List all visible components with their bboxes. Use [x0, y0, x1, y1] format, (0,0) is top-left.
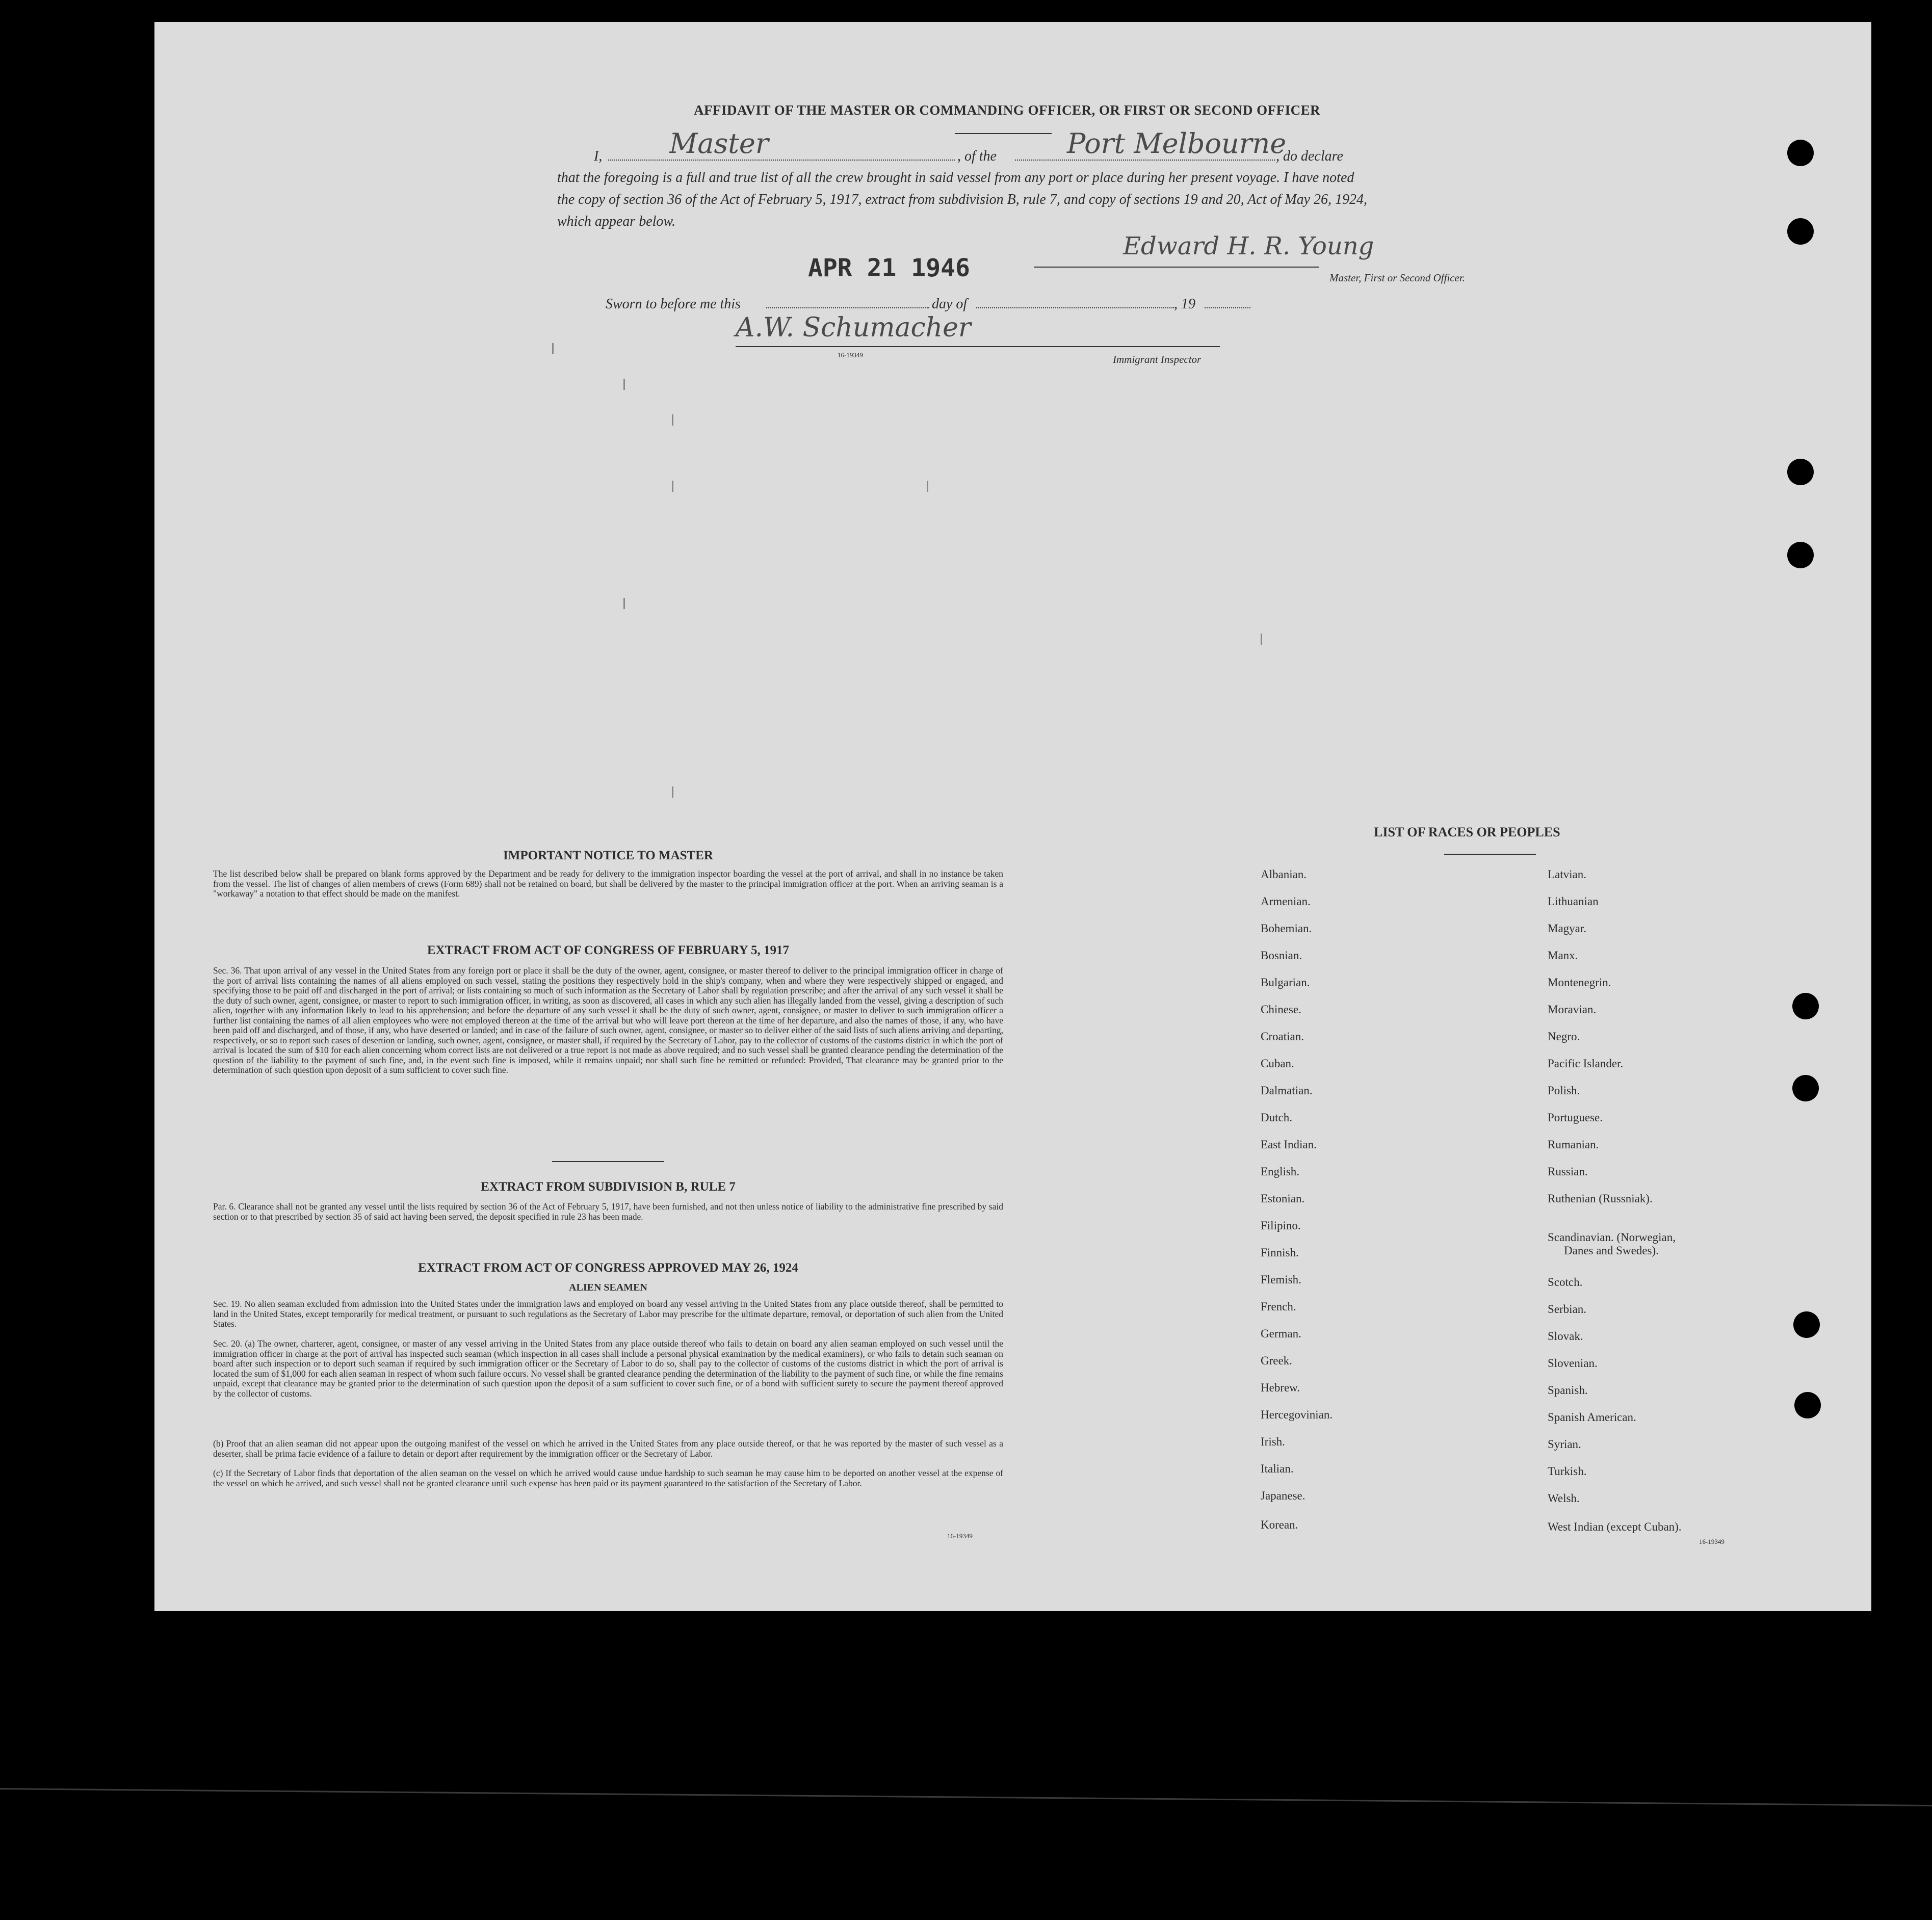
master-signature: Edward H. R. Young	[1123, 232, 1374, 260]
form-number-bottom-left: 16-19349	[947, 1532, 973, 1540]
race-left: Dalmatian.	[1261, 1084, 1313, 1097]
race-left: English.	[1261, 1165, 1300, 1178]
race-left: Finnish.	[1261, 1246, 1299, 1259]
race-right: Polish.	[1548, 1084, 1580, 1097]
race-right: Lithuanian	[1548, 895, 1599, 908]
signature-caption: Master, First or Second Officer.	[1329, 272, 1465, 284]
races-title: LIST OF RACES OR PEOPLES	[1374, 825, 1560, 839]
race-left: Albanian.	[1261, 868, 1307, 881]
extract-1924-sec20a: Sec. 20. (a) The owner, charterer, agent, consignee, or master of any vessel arriving in the United States from any place outside thereof who fails to detain on board any alien seaman employed on such vessel until the immigration officer in charge at the port of arrival has inspected such seaman (which inspection in all cases shall include a personal physical examination by the medical examiners), or who fails to detain such seaman on board after such inspection or to deport such seaman if required by such immigration officer or the Secretary of Labor to do so, shall pay to the collector of customs of the customs district in which the port of arrival is located the sum of $1,000 for each alien seaman in respect of whom such failure occurs. No vessel shall be granted clearance pending the determination of the liability to the payment of such fine, or while the fine remains unpaid, except that clearance may be granted prior to the determination of such question upon the deposit of a sum sufficient to cover such fine, or of a bond with sufficient surety to secure the payment thereof approved by the collector of customs.	[213, 1338, 1003, 1399]
race-left: French.	[1261, 1300, 1296, 1313]
rank-handwritten: Master	[669, 127, 769, 160]
race-left: Croatian.	[1261, 1030, 1304, 1043]
affidavit-line-3: the copy of section 36 of the Act of February 5, 1917, extract from subdivision B, rule 7, and copy of sections 19 and 20, Act of May 26, 1924,	[557, 192, 1368, 207]
race-right: Negro.	[1548, 1030, 1580, 1043]
race-right: Montenegrin.	[1548, 976, 1611, 989]
affidavit-line-2: that the foregoing is a full and true list of all the crew brought in said vessel from any port or place during her present voyage. I have noted	[557, 170, 1354, 186]
race-right: Magyar.	[1548, 922, 1587, 935]
extract-1917-title: EXTRACT FROM ACT OF CONGRESS OF FEBRUARY 5, 1917	[427, 943, 790, 957]
punch-hole	[1787, 140, 1814, 166]
race-right: Welsh.	[1548, 1492, 1580, 1505]
affidavit-declare-label: , do declare	[1276, 148, 1343, 164]
punch-hole	[1794, 1392, 1821, 1418]
race-right: Russian.	[1548, 1165, 1588, 1178]
race-right: Turkish.	[1548, 1465, 1587, 1478]
race-left: East Indian.	[1261, 1138, 1317, 1151]
race-right: Rumanian.	[1548, 1138, 1599, 1151]
section-divider	[552, 1161, 664, 1162]
year-label: , 19	[1174, 296, 1195, 312]
title-divider	[955, 133, 1052, 134]
rank-field-line	[608, 160, 955, 161]
race-right: Spanish American.	[1548, 1411, 1636, 1424]
scanner-line	[0, 1788, 1932, 1806]
extract-1924-sec19: Sec. 19. No alien seaman excluded from admission into the United States under the immigration laws and employed on board any vessel arriving in the United States from any place outside thereof, shall be permitted to land in the United States, except temporarily for medical treatment, or pursuant to such regulations as the Secretary of Labor may prescribe for the ultimate departure, removal, or deportation of such alien from the United States.	[213, 1299, 1003, 1329]
bleed-mark	[672, 414, 673, 426]
race-left: Filipino.	[1261, 1219, 1301, 1232]
race-right: Manx.	[1548, 949, 1578, 962]
race-left: Dutch.	[1261, 1111, 1292, 1124]
affidavit-line-4: which appear below.	[557, 214, 676, 229]
vessel-field-line	[1015, 160, 1275, 161]
race-right: Moravian.	[1548, 1003, 1597, 1016]
punch-hole	[1787, 218, 1814, 245]
race-right: Latvian.	[1548, 868, 1586, 881]
extract-1924-sec20c: (c) If the Secretary of Labor finds that deportation of the alien seaman on the vessel on which he arrived would cause undue hardship to such seaman he may cause him to be deported on another vessel at the expense of the vessel on which he arrived, and such vessel shall not be granted clearance until such expense has been paid or its payment guaranteed to the satisfaction of the Secretary of Labor.	[213, 1468, 1003, 1488]
punch-hole	[1793, 1311, 1820, 1338]
race-left: Cuban.	[1261, 1057, 1294, 1070]
punch-hole	[1792, 1075, 1819, 1101]
bleed-mark	[623, 379, 625, 390]
race-right: Spanish.	[1548, 1384, 1588, 1397]
race-left: Bulgarian.	[1261, 976, 1310, 989]
race-left: Bohemian.	[1261, 922, 1312, 935]
race-right: Scandinavian. (Norwegian,	[1548, 1231, 1676, 1244]
race-left: Armenian.	[1261, 895, 1311, 908]
vessel-handwritten: Port Melbourne	[1067, 127, 1287, 160]
sworn-year-line	[1205, 307, 1250, 308]
punch-hole	[1787, 459, 1814, 485]
extract-1924-subtitle: ALIEN SEAMEN	[569, 1282, 647, 1293]
sworn-day-line	[766, 307, 929, 308]
bleed-mark	[552, 343, 554, 354]
race-right: Scotch.	[1548, 1276, 1583, 1288]
bleed-mark	[1261, 634, 1262, 645]
race-right: Danes and Swedes).	[1564, 1244, 1659, 1257]
extract-1924-title: EXTRACT FROM ACT OF CONGRESS APPROVED MAY 26, 1924	[418, 1261, 798, 1275]
date-stamp: APR 21 1946	[808, 254, 970, 282]
race-left: Hebrew.	[1261, 1381, 1300, 1394]
races-title-divider	[1444, 854, 1536, 855]
extract-1924-sec20b: (b) Proof that an alien seaman did not appear upon the outgoing manifest of the vessel on which he arrived in the United States from any place outside thereof, or that he was reported by the master of such vessel as a deserter, shall be prima facie evidence of a failure to detain or deport after requirement by the immigration officer or the Secretary of Labor.	[213, 1438, 1003, 1459]
form-number-top: 16-19349	[838, 351, 863, 359]
race-right: Serbian.	[1548, 1303, 1587, 1316]
race-left: Chinese.	[1261, 1003, 1301, 1016]
race-left: Greek.	[1261, 1354, 1292, 1367]
race-right: Syrian.	[1548, 1438, 1581, 1451]
inspector-signature-line	[736, 346, 1220, 347]
affidavit-i-label: I,	[594, 148, 603, 164]
affidavit-of-the-label: , of the	[957, 148, 997, 164]
race-left: Korean.	[1261, 1518, 1298, 1531]
affidavit-title: AFFIDAVIT OF THE MASTER OR COMMANDING OFFICER, OR FIRST OR SECOND OFFICER	[694, 102, 1321, 118]
bleed-mark	[672, 786, 673, 798]
day-of-label: day of	[932, 296, 968, 312]
race-right: West Indian (except Cuban).	[1548, 1520, 1682, 1533]
inspector-signature: A.W. Schumacher	[736, 312, 971, 343]
race-right: Slovak.	[1548, 1330, 1583, 1343]
bleed-mark	[672, 481, 673, 492]
bleed-mark	[927, 481, 928, 492]
race-left: Bosnian.	[1261, 949, 1302, 962]
notice-body: The list described below shall be prepared on blank forms approved by the Department and be ready for delivery to the immigration inspector boarding the vessel at the port of arrival, and shall in no instance be taken from the vessel. The list of changes of alien members of crews (Form 689) shall not be retained on board, but shall be delivered by the master to the principal immigration officer at the port. When an arriving seaman is a "workaway" a notation to that effect should be made on the manifest.	[213, 869, 1003, 899]
punch-hole	[1792, 993, 1819, 1019]
race-left: Irish.	[1261, 1435, 1285, 1448]
race-left: Flemish.	[1261, 1273, 1301, 1286]
notice-title: IMPORTANT NOTICE TO MASTER	[503, 849, 713, 862]
subdivision-b-title: EXTRACT FROM SUBDIVISION B, RULE 7	[481, 1180, 736, 1194]
subdivision-b-body: Par. 6. Clearance shall not be granted any vessel until the lists required by section 36 of the Act of February 5, 1917, have been furnished, and not then unless notice of liability to the administrative fine prescribed by said section or to that prescribed by section 35 of said act having been served, the deposit specified in rule 23 has been made.	[213, 1201, 1003, 1222]
race-right: Portuguese.	[1548, 1111, 1603, 1124]
race-left: Hercegovinian.	[1261, 1408, 1333, 1421]
sworn-label: Sworn to before me this	[606, 296, 741, 312]
form-number-bottom-right: 16-19349	[1699, 1538, 1725, 1545]
signature-line	[1034, 267, 1319, 268]
document-page	[154, 22, 1871, 1611]
race-left: Italian.	[1261, 1462, 1294, 1475]
race-right: Ruthenian (Russniak).	[1548, 1192, 1653, 1205]
sworn-month-line	[976, 307, 1174, 308]
race-left: Estonian.	[1261, 1192, 1305, 1205]
punch-hole	[1787, 542, 1814, 568]
extract-1917-body: Sec. 36. That upon arrival of any vessel in the United States from any foreign port or place it shall be the duty of the owner, agent, consignee, or master thereof to deliver to the principal immigration officer in charge of the port of arrival lists containing the names of all aliens employed on such vessel, stating the positions they respectively hold in the ship's company, when and where they were respectively shipped or engaged, and specifying those to be paid off and discharged in the port of arrival; or lists containing so much of such information as the Secretary of Labor shall by regulation prescribe; and after the arrival of any such vessel it shall be the duty of such owner, agent, consignee, or master to report to such immigration officer, in writing, as soon as discovered, all cases in which any such alien has illegally landed from the vessel, giving a description of such alien, together with any information likely to lead to his apprehension; and before the departure of any such vessel it shall be the duty of such owner, agent, consignee, or master to deliver to such immigration officer a further list containing the names of all alien employees who were not employed thereon at the time of the arrival but who will leave port thereon at the time of her departure, and also the names of those, if any, who have been paid off and discharged, and of those, if any, who have deserted or landed; and in case of the failure of such owner, agent, consignee, or master so to deliver either of the said lists of such aliens arriving and departing, respectively, or so to report such cases of desertion or landing, such owner, agent, consignee, or master shall, if required by the Secretary of Labor, pay to the collector of customs of the customs district in which the port of arrival is located the sum of $10 for each alien concerning whom correct lists are not delivered or a true report is not made as above required; and no such vessel shall be granted clearance pending the determination of the question of the liability to the payment of such fine, and, in the event such fine is imposed, while it remains unpaid; nor shall such fine be remitted or refunded: Provided, That clearance may be granted prior to the determination of such question upon deposit of a sum sufficient to cover such fine.	[213, 965, 1003, 1075]
race-right: Slovenian.	[1548, 1357, 1598, 1370]
race-right: Pacific Islander.	[1548, 1057, 1624, 1070]
race-left: German.	[1261, 1327, 1301, 1340]
race-left: Japanese.	[1261, 1489, 1306, 1502]
inspector-caption: Immigrant Inspector	[1113, 353, 1202, 365]
bleed-mark	[623, 598, 625, 609]
